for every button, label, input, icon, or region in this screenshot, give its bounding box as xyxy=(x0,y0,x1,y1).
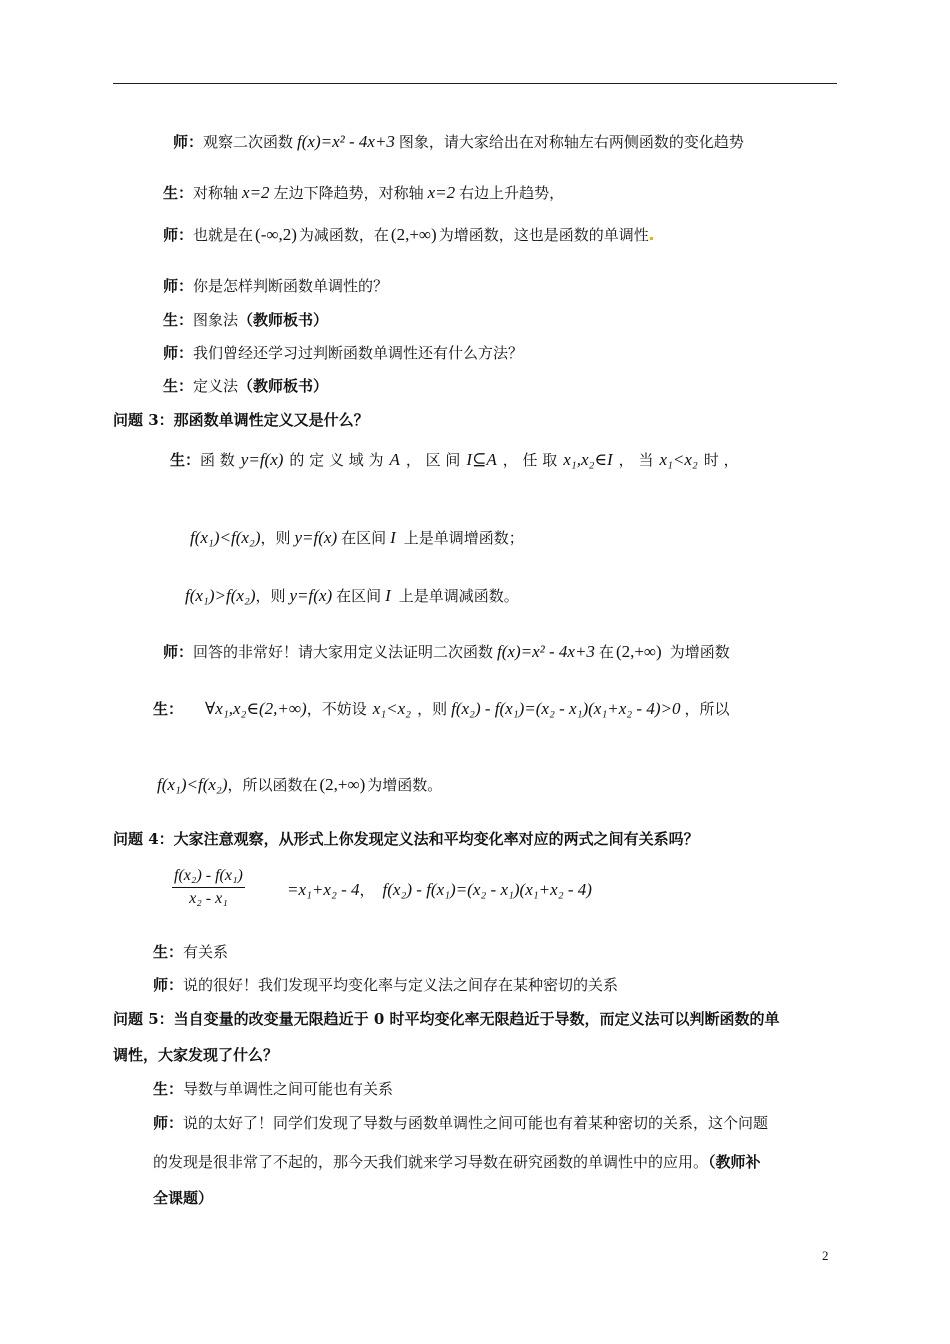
highlight-mark xyxy=(650,237,653,240)
line-text: 图象法 xyxy=(193,311,239,329)
line-text: 在 xyxy=(598,643,614,661)
speaker-teacher: 师： xyxy=(173,133,204,151)
board-note: （教师板书） xyxy=(238,377,329,395)
line-text: 说的很好！我们发现平均变化率与定义法之间存在某种密切的关系 xyxy=(183,976,619,994)
math-expression: ∀x₁,x₂∈(2,+∞) xyxy=(205,699,307,718)
line-text: 在区间 xyxy=(336,587,382,605)
math-expression: x=2 xyxy=(242,183,270,202)
math-expression: f(x)=x² - 4x+3 xyxy=(497,642,595,661)
dialogue-line xyxy=(163,183,564,203)
line-text: ，所以函数在 xyxy=(227,776,318,794)
speaker-student: 生： xyxy=(153,700,184,718)
math-expression: y=f(x) xyxy=(240,450,284,469)
dialogue-line xyxy=(163,642,730,662)
line-text: 的 定 义 域 为 xyxy=(289,451,384,469)
line-text: 为增函数。 xyxy=(367,776,443,794)
math-expression: f(x₂) - f(x₁)=(x₂ - x₁)(x₁+x₂ - 4) xyxy=(382,880,592,899)
line-text: 图象，请大家给出在对称轴左右两侧函数的变化趋势 xyxy=(398,133,744,151)
speaker-teacher: 师： xyxy=(163,344,194,362)
dialogue-line xyxy=(170,450,739,470)
math-expression: y=f(x) xyxy=(289,586,333,605)
line-text: ， 任 取 xyxy=(502,451,558,469)
line-text: ，则 xyxy=(260,529,291,547)
math-expression: f(x₁)>f(x₂) xyxy=(185,586,256,605)
math-expression: I⊆A xyxy=(466,450,497,469)
line-text: 回答的非常好！请大家用定义法证明二次函数 xyxy=(193,643,494,661)
dialogue-line-continued xyxy=(153,1152,761,1172)
dialogue-line xyxy=(163,225,653,245)
board-note: （教师补 xyxy=(708,1153,761,1171)
dialogue-line xyxy=(153,699,730,719)
question-heading: 问题 4：大家注意观察，从形式上你发现定义法和平均变化率对应的两式之间有关系吗？ xyxy=(113,830,699,848)
line-text: 上是单调增函数； xyxy=(403,529,524,547)
line-text: ， 当 xyxy=(618,451,654,469)
math-expression: x=2 xyxy=(427,183,456,202)
dialogue-line xyxy=(163,376,328,396)
line-text: 你是怎样判断函数单调性的？ xyxy=(193,277,389,295)
math-expression: x₁,x₂∈I xyxy=(563,450,613,469)
speaker-teacher: 师： xyxy=(163,643,194,661)
question-heading-continued: 调性，大家发现了什么？ xyxy=(113,1046,279,1064)
dialogue-line xyxy=(173,132,744,152)
line-text: 说的太好了！同学们发现了导数与函数单调性之间可能也有着某种密切的关系，这个问题 xyxy=(183,1114,769,1132)
dialogue-line xyxy=(163,343,523,363)
speaker-student: 生： xyxy=(163,184,194,202)
line-text: 定义法 xyxy=(193,377,239,395)
board-note: 全课题） xyxy=(153,1189,214,1207)
definition-line xyxy=(185,586,519,606)
page-number: 2 xyxy=(822,1248,829,1263)
line-text: ，不妨设 xyxy=(306,700,367,718)
fraction-denominator: x₂ - x₁ xyxy=(189,890,228,907)
math-expression: =x₁+x₂ - 4 xyxy=(287,880,360,899)
speaker-teacher: 师： xyxy=(163,277,194,295)
speaker-teacher: 师： xyxy=(153,976,184,994)
dialogue-line xyxy=(157,775,442,795)
line-text: 对称轴 xyxy=(193,184,239,202)
dialogue-line xyxy=(163,310,328,330)
speaker-student: 生： xyxy=(163,311,194,329)
math-expression: x₁<x₂ xyxy=(659,450,698,469)
dialogue-line xyxy=(163,276,388,296)
math-expression: f(x)=x² - 4x+3 xyxy=(297,132,395,151)
board-note: （教师板书） xyxy=(238,311,329,329)
line-text: ， xyxy=(359,881,375,899)
line-text: ，则 xyxy=(255,587,286,605)
math-expression: A xyxy=(389,450,400,469)
header-rule xyxy=(113,83,837,84)
math-expression: f(x₁)<f(x₂) xyxy=(157,775,228,794)
line-text: 的发现是很非常了不起的，那今天我们就来学习导数在研究函数的单调性中的应用。 xyxy=(153,1153,709,1171)
math-expression: f(x₁)<f(x₂) xyxy=(190,528,261,547)
math-expression: (2,+∞) xyxy=(615,642,662,661)
line-text: ， 区 间 xyxy=(405,451,461,469)
line-text: 函 数 xyxy=(200,451,235,469)
math-expression: (-∞,2) xyxy=(255,225,297,244)
question-heading: 问题 5：当自变量的改变量无限趋近于 0 时平均变化率无限趋近于导数，而定义法可以判断函数的单 xyxy=(113,1010,780,1028)
math-expression: (2,+∞) xyxy=(319,775,366,794)
line-text: 观察二次函数 xyxy=(203,133,294,151)
dialogue-line xyxy=(153,1079,393,1099)
line-text: 左边下降趋势，对称轴 xyxy=(273,184,424,202)
line-text: 在区间 xyxy=(341,529,387,547)
fraction-numerator: f(x₂) - f(x₁) xyxy=(172,866,245,888)
question-heading: 问题 3：那函数单调性定义又是什么？ xyxy=(113,411,369,429)
line-text: 上是单调减函数。 xyxy=(398,587,519,605)
math-expression: y=f(x) xyxy=(294,528,338,547)
speaker-student: 生： xyxy=(153,1080,184,1098)
math-expression: x₁<x₂ xyxy=(372,699,412,718)
line-text: 我们曾经还学习过判断函数单调性还有什么方法？ xyxy=(193,344,524,362)
math-expression: (2,+∞) xyxy=(390,225,437,244)
dialogue-line xyxy=(153,1113,768,1133)
line-text: 导数与单调性之间可能也有关系 xyxy=(183,1080,394,1098)
line-text: 为增函数 xyxy=(669,643,730,661)
speaker-student: 生： xyxy=(163,377,194,395)
equation-line xyxy=(287,880,592,900)
speaker-student: 生： xyxy=(170,451,201,469)
speaker-teacher: 师： xyxy=(153,1114,184,1132)
line-text: 为增函数，这也是函数的单调性 xyxy=(438,226,649,244)
definition-line xyxy=(190,528,524,548)
speaker-student: 生： xyxy=(153,943,184,961)
fraction xyxy=(172,866,245,909)
dialogue-line xyxy=(153,942,228,962)
speaker-teacher: 师： xyxy=(163,226,194,244)
line-text: 为减函数，在 xyxy=(298,226,389,244)
math-expression: I xyxy=(385,586,391,605)
line-text: 右边上升趋势， xyxy=(459,184,565,202)
line-text: ，则 xyxy=(417,700,448,718)
math-expression: f(x₂) - f(x₁)=(x₂ - x₁)(x₁+x₂ - 4)>0 xyxy=(451,699,681,718)
math-expression: I xyxy=(390,528,396,547)
dialogue-line xyxy=(153,975,618,995)
line-text: 也就是在 xyxy=(193,226,254,244)
line-text: 时 ， xyxy=(703,451,739,469)
line-text: 有关系 xyxy=(183,943,229,961)
line-text: ，所以 xyxy=(684,700,730,718)
